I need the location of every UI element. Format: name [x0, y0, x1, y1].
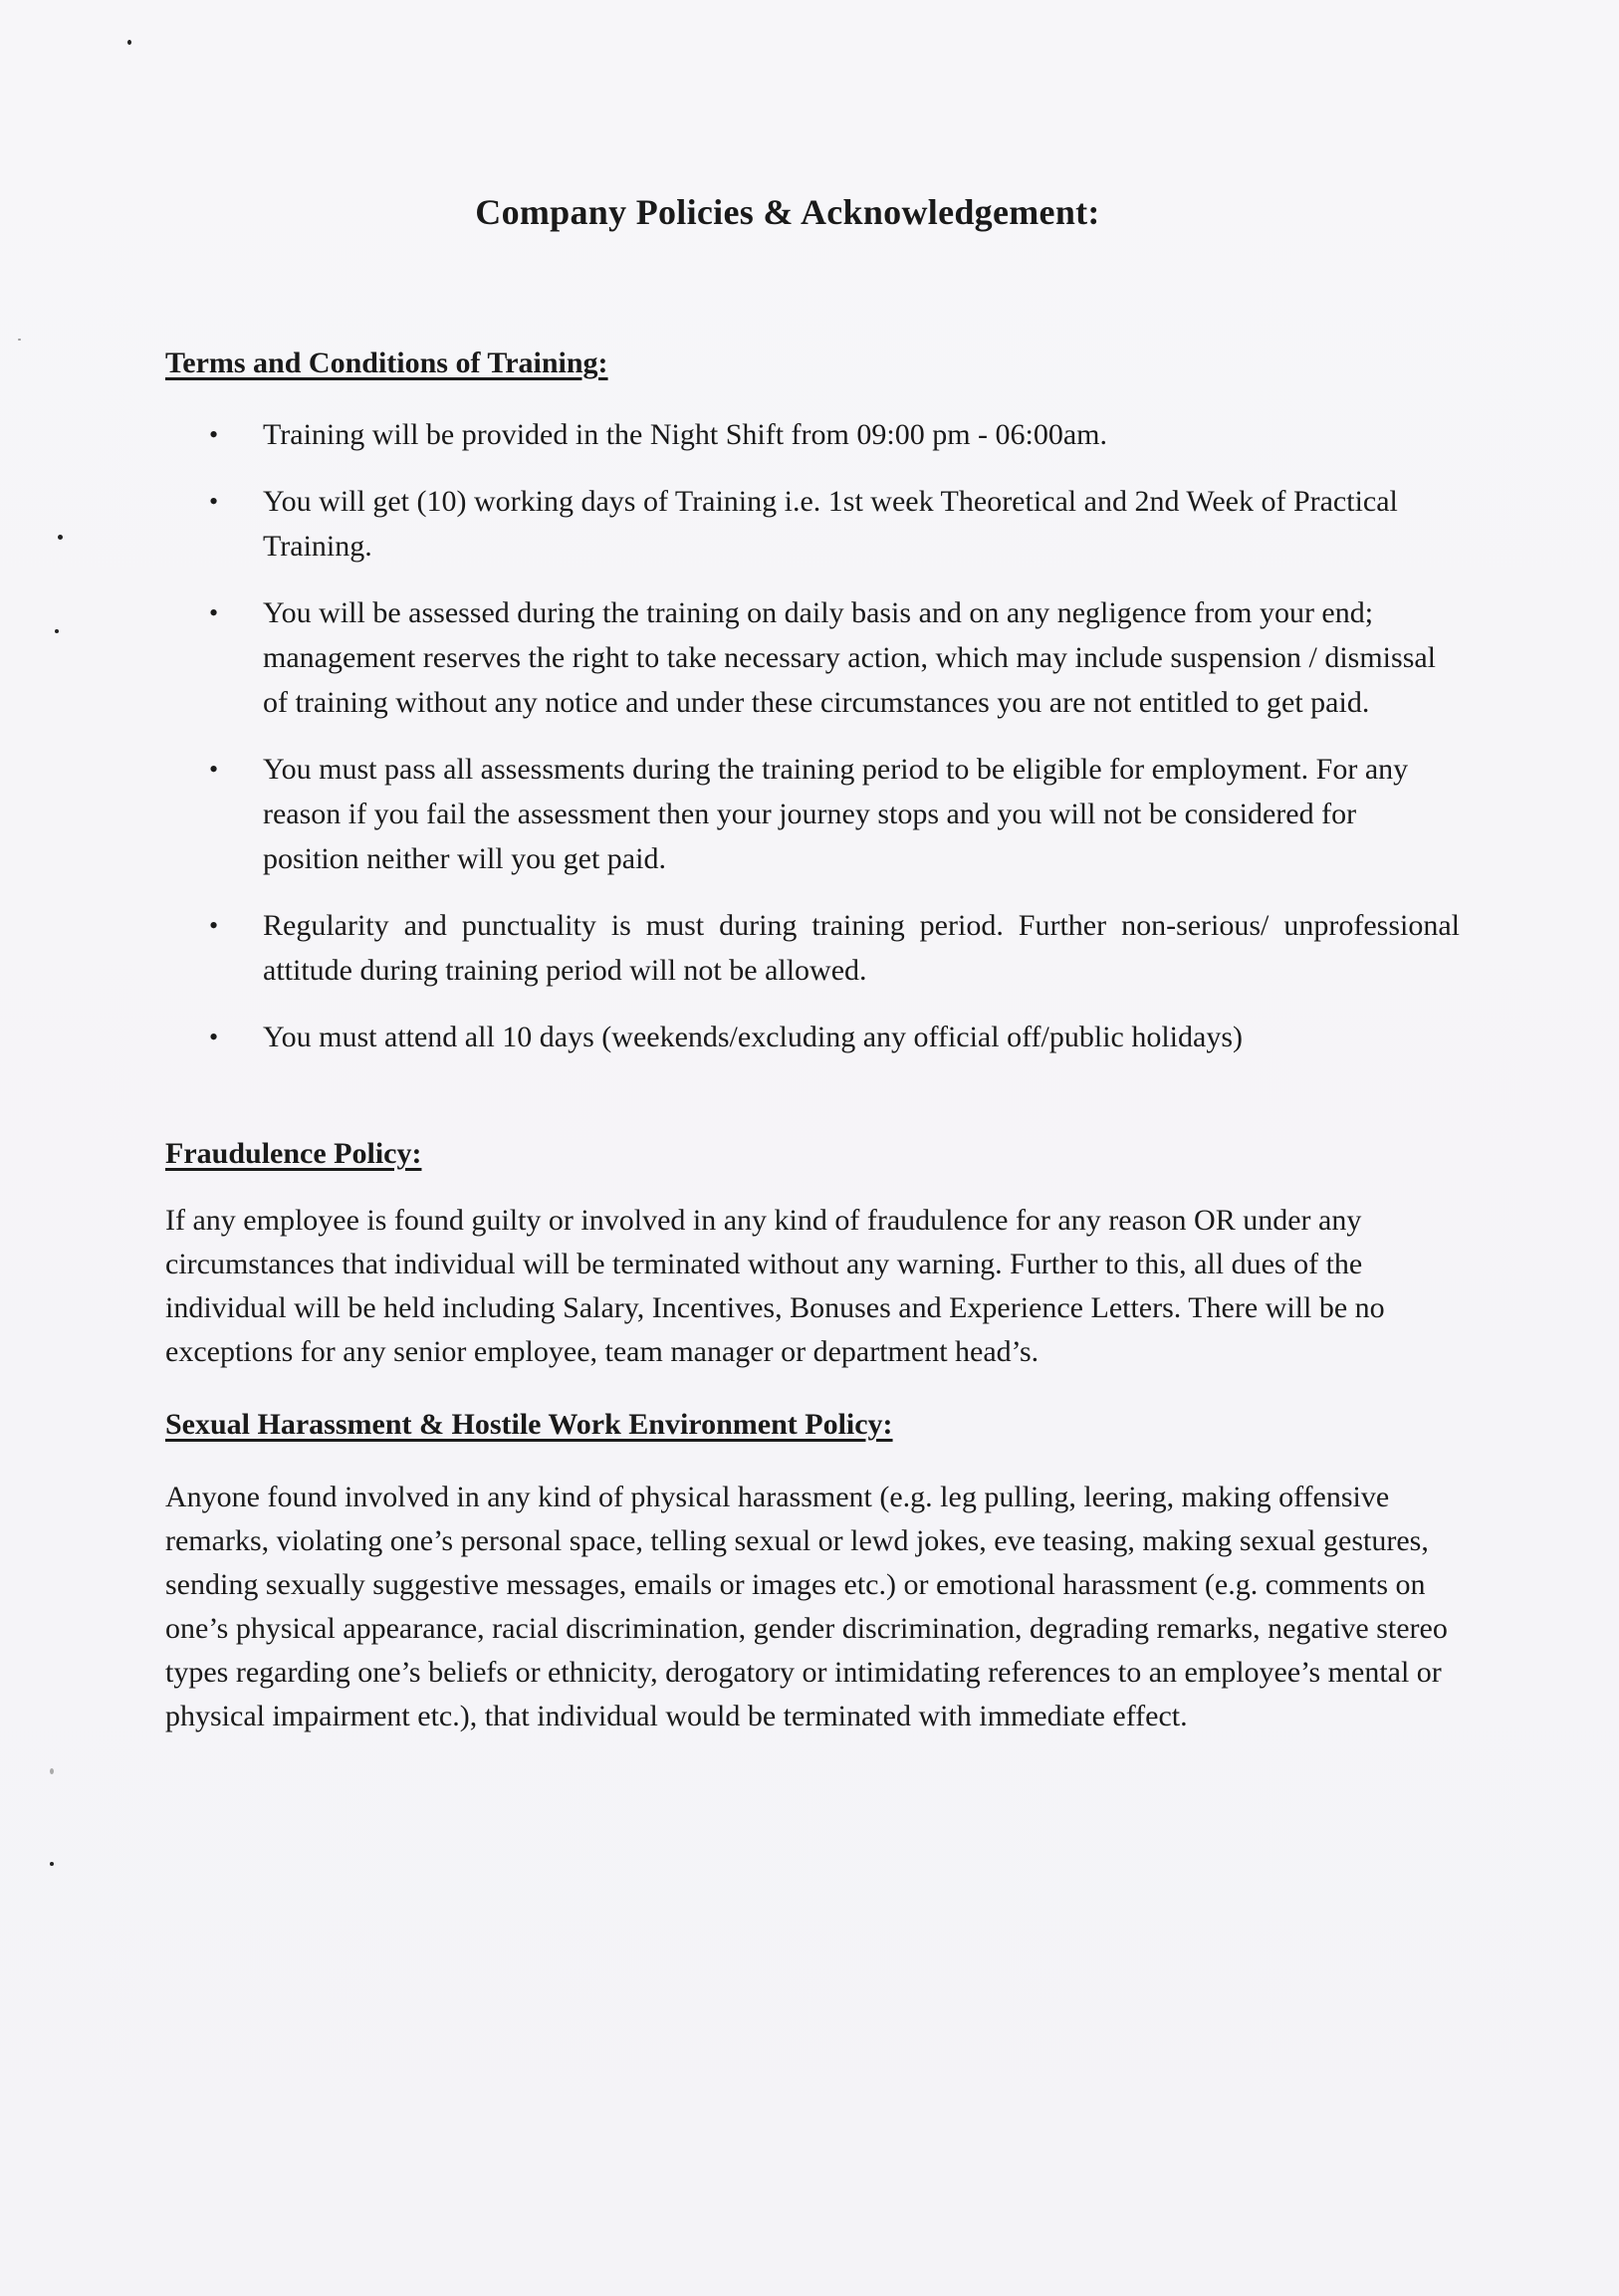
scan-speck — [50, 1768, 54, 1774]
bullet-icon: • — [209, 598, 219, 627]
list-item-text: You will get (10) working days of Training i.e. 1st week Theoretical and 2nd Week of Practical Training. — [263, 485, 1398, 563]
harassment-policy-heading: Sexual Harassment & Hostile Work Environment Policy: — [165, 1408, 893, 1441]
list-item — [165, 479, 1460, 569]
scan-speck — [18, 339, 21, 341]
list-item — [165, 590, 1460, 725]
list-item — [165, 903, 1460, 993]
list-item-text: You must attend all 10 days (weekends/excluding any official off/public holidays) — [263, 1021, 1243, 1053]
harassment-policy-text: Anyone found involved in any kind of physical harassment (e.g. leg pulling, leering, making offensive remarks, violating one’s personal space, telling sexual or lewd jokes, eve teasing, making sexual gestures, sending sexually suggestive messages, emails or images etc.) or emotional harassment (e.g. comments on one’s physical appearance, racial discrimination, gender discrimination, degrading remarks, negative stereo types regarding one’s beliefs or ethnicity, derogatory or intimidating references to an employee’s mental or physical impairment etc.), that individual would be terminated with immediate effect. — [165, 1481, 1448, 1732]
scan-speck — [58, 535, 63, 540]
list-item — [165, 747, 1460, 881]
list-item-text: You will be assessed during the training on daily basis and on any negligence from your end; management reserves the right to take necessary action, which may include suspension / dismissal of training without any notice and under these circumstances you are not entitled to get paid. — [263, 596, 1437, 719]
training-terms-list — [165, 412, 1460, 1081]
scan-speck — [50, 1862, 54, 1866]
bullet-icon: • — [209, 1023, 219, 1051]
list-item — [165, 412, 1460, 457]
scan-speck — [55, 629, 59, 633]
training-terms-heading: Terms and Conditions of Training: — [165, 346, 608, 379]
scan-speck — [127, 40, 131, 45]
list-item-text: Training will be provided in the Night Shift from 09:00 pm - 06:00am. — [263, 418, 1107, 451]
list-item-text: You must pass all assessments during the training period to be eligible for employment. For any reason if you fail the assessment then your journey stops and you will not be considered for position neither will you get paid. — [263, 753, 1409, 875]
fraudulence-policy-text: If any employee is found guilty or involved in any kind of fraudulence for any reason OR under any circumstances that individual will be terminated without any warning. Further to this, all dues of the individual will be held including Salary, Incentives, Bonuses and Experience Letters. There will be no exceptions for any senior employee, team manager or department head’s. — [165, 1204, 1385, 1368]
list-item — [165, 1015, 1460, 1059]
fraudulence-policy-heading: Fraudulence Policy: — [165, 1137, 422, 1170]
bullet-icon: • — [209, 420, 219, 449]
bullet-icon: • — [209, 487, 219, 516]
bullet-icon: • — [209, 755, 219, 784]
bullet-icon: • — [209, 911, 219, 940]
document-title: Company Policies & Acknowledgement: — [475, 192, 1100, 232]
list-item-text: Regularity and punctuality is must during training period. Further non-serious/ unprofessional attitude during training period will not be allowed. — [263, 909, 1460, 987]
